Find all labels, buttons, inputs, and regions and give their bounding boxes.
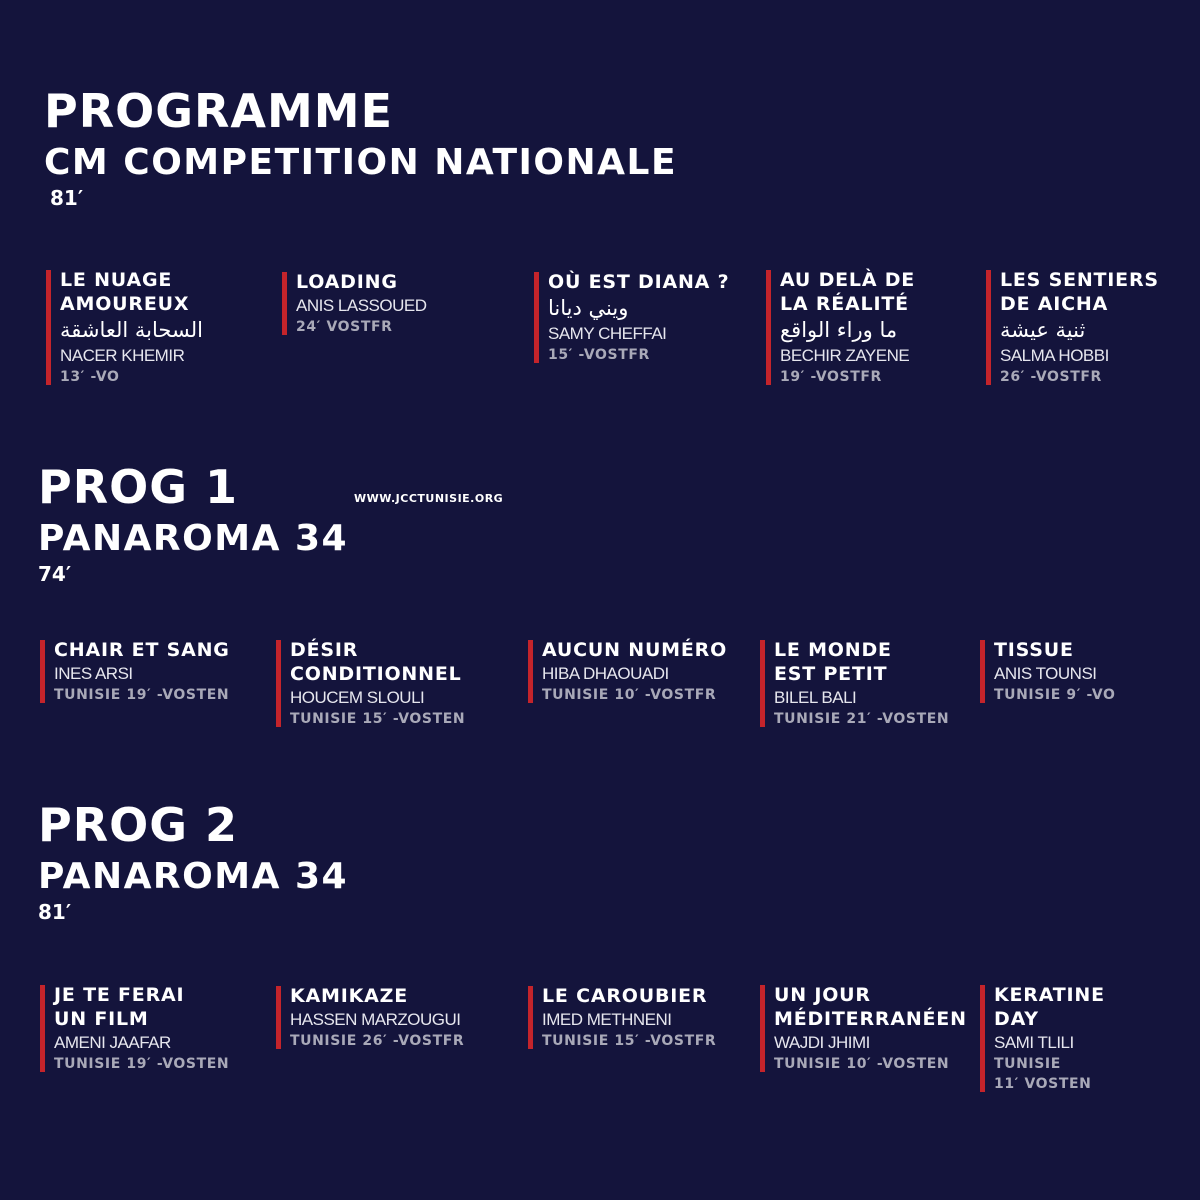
accent-bar [980, 985, 985, 1092]
film-card [980, 983, 1105, 1094]
section-heading: PROGRAMME [44, 84, 393, 138]
accent-bar [40, 640, 45, 703]
film-title: TISSUE [994, 639, 1074, 661]
film-title: UN JOUR MÉDITERRANÉEN [774, 984, 967, 1030]
section-duration: 81′ [50, 186, 84, 210]
section-duration: 74′ [38, 562, 72, 586]
film-title: JE TE FERAI UN FILM [54, 984, 185, 1030]
accent-bar [986, 270, 991, 385]
film-meta: 24′ VOSTFR [296, 319, 393, 335]
film-card [276, 638, 465, 729]
film-card [276, 984, 464, 1051]
film-meta: 26′ -VOSTFR [1000, 369, 1102, 385]
film-director: SAMY CHEFFAI [548, 324, 667, 343]
film-arabic-title: ثنية عيشة [1000, 318, 1086, 342]
film-director: IMED METHNENI [542, 1010, 672, 1029]
accent-bar [528, 640, 533, 703]
film-card [760, 983, 967, 1074]
film-meta: 15′ -VOSTFR [548, 347, 650, 363]
film-title: LE MONDE EST PETIT [774, 639, 892, 685]
film-arabic-title: السحابة العاشقة [60, 318, 203, 342]
film-title: OÙ EST DIANA ? [548, 271, 730, 293]
section-subheading: CM COMPETITION NATIONALE [44, 142, 678, 183]
accent-bar [766, 270, 771, 385]
film-director: ANIS LASSOUED [296, 296, 427, 315]
film-arabic-title: ويني ديانا [548, 296, 629, 320]
accent-bar [276, 640, 281, 727]
film-meta: 19′ -VOSTFR [780, 369, 882, 385]
film-card [282, 270, 427, 337]
film-director: BECHIR ZAYENE [780, 346, 910, 365]
film-title: LES SENTIERS DE AICHA [1000, 269, 1159, 315]
film-title: LOADING [296, 271, 398, 293]
film-title: LE CAROUBIER [542, 985, 708, 1007]
accent-bar [534, 272, 539, 363]
accent-bar [760, 985, 765, 1072]
film-card [528, 638, 727, 705]
film-card [46, 268, 203, 387]
film-director: NACER KHEMIR [60, 346, 185, 365]
film-meta: TUNISIE 26′ -VOSTFR [290, 1033, 465, 1049]
film-card [40, 638, 230, 705]
accent-bar [528, 986, 533, 1049]
film-title: CHAIR ET SANG [54, 639, 230, 661]
film-meta: TUNISIE 10′ -VOSTEN [774, 1056, 950, 1072]
film-meta: TUNISIE 19′ -VOSTEN [54, 687, 230, 703]
film-title: AUCUN NUMÉRO [542, 639, 728, 661]
film-card [40, 983, 229, 1074]
film-card [534, 270, 729, 365]
accent-bar [276, 986, 281, 1049]
accent-bar [980, 640, 985, 703]
film-meta: TUNISIE 15′ -VOSTEN [290, 711, 466, 727]
accent-bar [760, 640, 765, 727]
accent-bar [46, 270, 51, 385]
film-title: DÉSIR CONDITIONNEL [290, 639, 462, 685]
film-card [980, 638, 1116, 705]
film-director: HOUCEM SLOULI [290, 688, 425, 707]
film-director: HASSEN MARZOUGUI [290, 1010, 461, 1029]
film-meta: TUNISIE 19′ -VOSTEN [54, 1056, 230, 1072]
accent-bar [40, 985, 45, 1072]
film-title: KERATINE DAY [994, 984, 1105, 1030]
section-heading: PROG 2 [38, 798, 239, 852]
film-meta: TUNISIE 15′ -VOSTFR [542, 1033, 717, 1049]
film-card [986, 268, 1159, 387]
website-link[interactable]: WWW.JCCTUNISIE.ORG [354, 492, 504, 505]
film-meta: TUNISIE 11′ VOSTEN [994, 1056, 1092, 1092]
film-title: AU DELÀ DE LA RÉALITÉ [780, 269, 916, 315]
film-meta: 13′ -VO [60, 369, 120, 385]
film-director: SALMA HOBBI [1000, 346, 1109, 365]
film-title: LE NUAGE AMOUREUX [60, 269, 190, 315]
film-meta: TUNISIE 9′ -VO [994, 687, 1116, 703]
film-director: HIBA DHAOUADI [542, 664, 669, 683]
film-director: SAMI TLILI [994, 1033, 1074, 1052]
film-director: AMENI JAAFAR [54, 1033, 171, 1052]
film-arabic-title: ما وراء الواقع [780, 318, 898, 342]
film-meta: TUNISIE 10′ -VOSTFR [542, 687, 717, 703]
section-subheading: PANAROMA 34 [38, 856, 349, 897]
film-director: INES ARSI [54, 664, 133, 683]
film-title: KAMIKAZE [290, 985, 408, 1007]
film-meta: TUNISIE 21′ -VOSTEN [774, 711, 950, 727]
film-card [766, 268, 915, 387]
film-director: BILEL BALI [774, 688, 857, 707]
section-heading: PROG 1 [38, 460, 239, 514]
film-card [760, 638, 949, 729]
section-subheading: PANAROMA 34 [38, 518, 349, 559]
accent-bar [282, 272, 287, 335]
film-director: ANIS TOUNSI [994, 664, 1097, 683]
film-director: WAJDI JHIMI [774, 1033, 870, 1052]
film-card [528, 984, 716, 1051]
section-duration: 81′ [38, 900, 72, 924]
